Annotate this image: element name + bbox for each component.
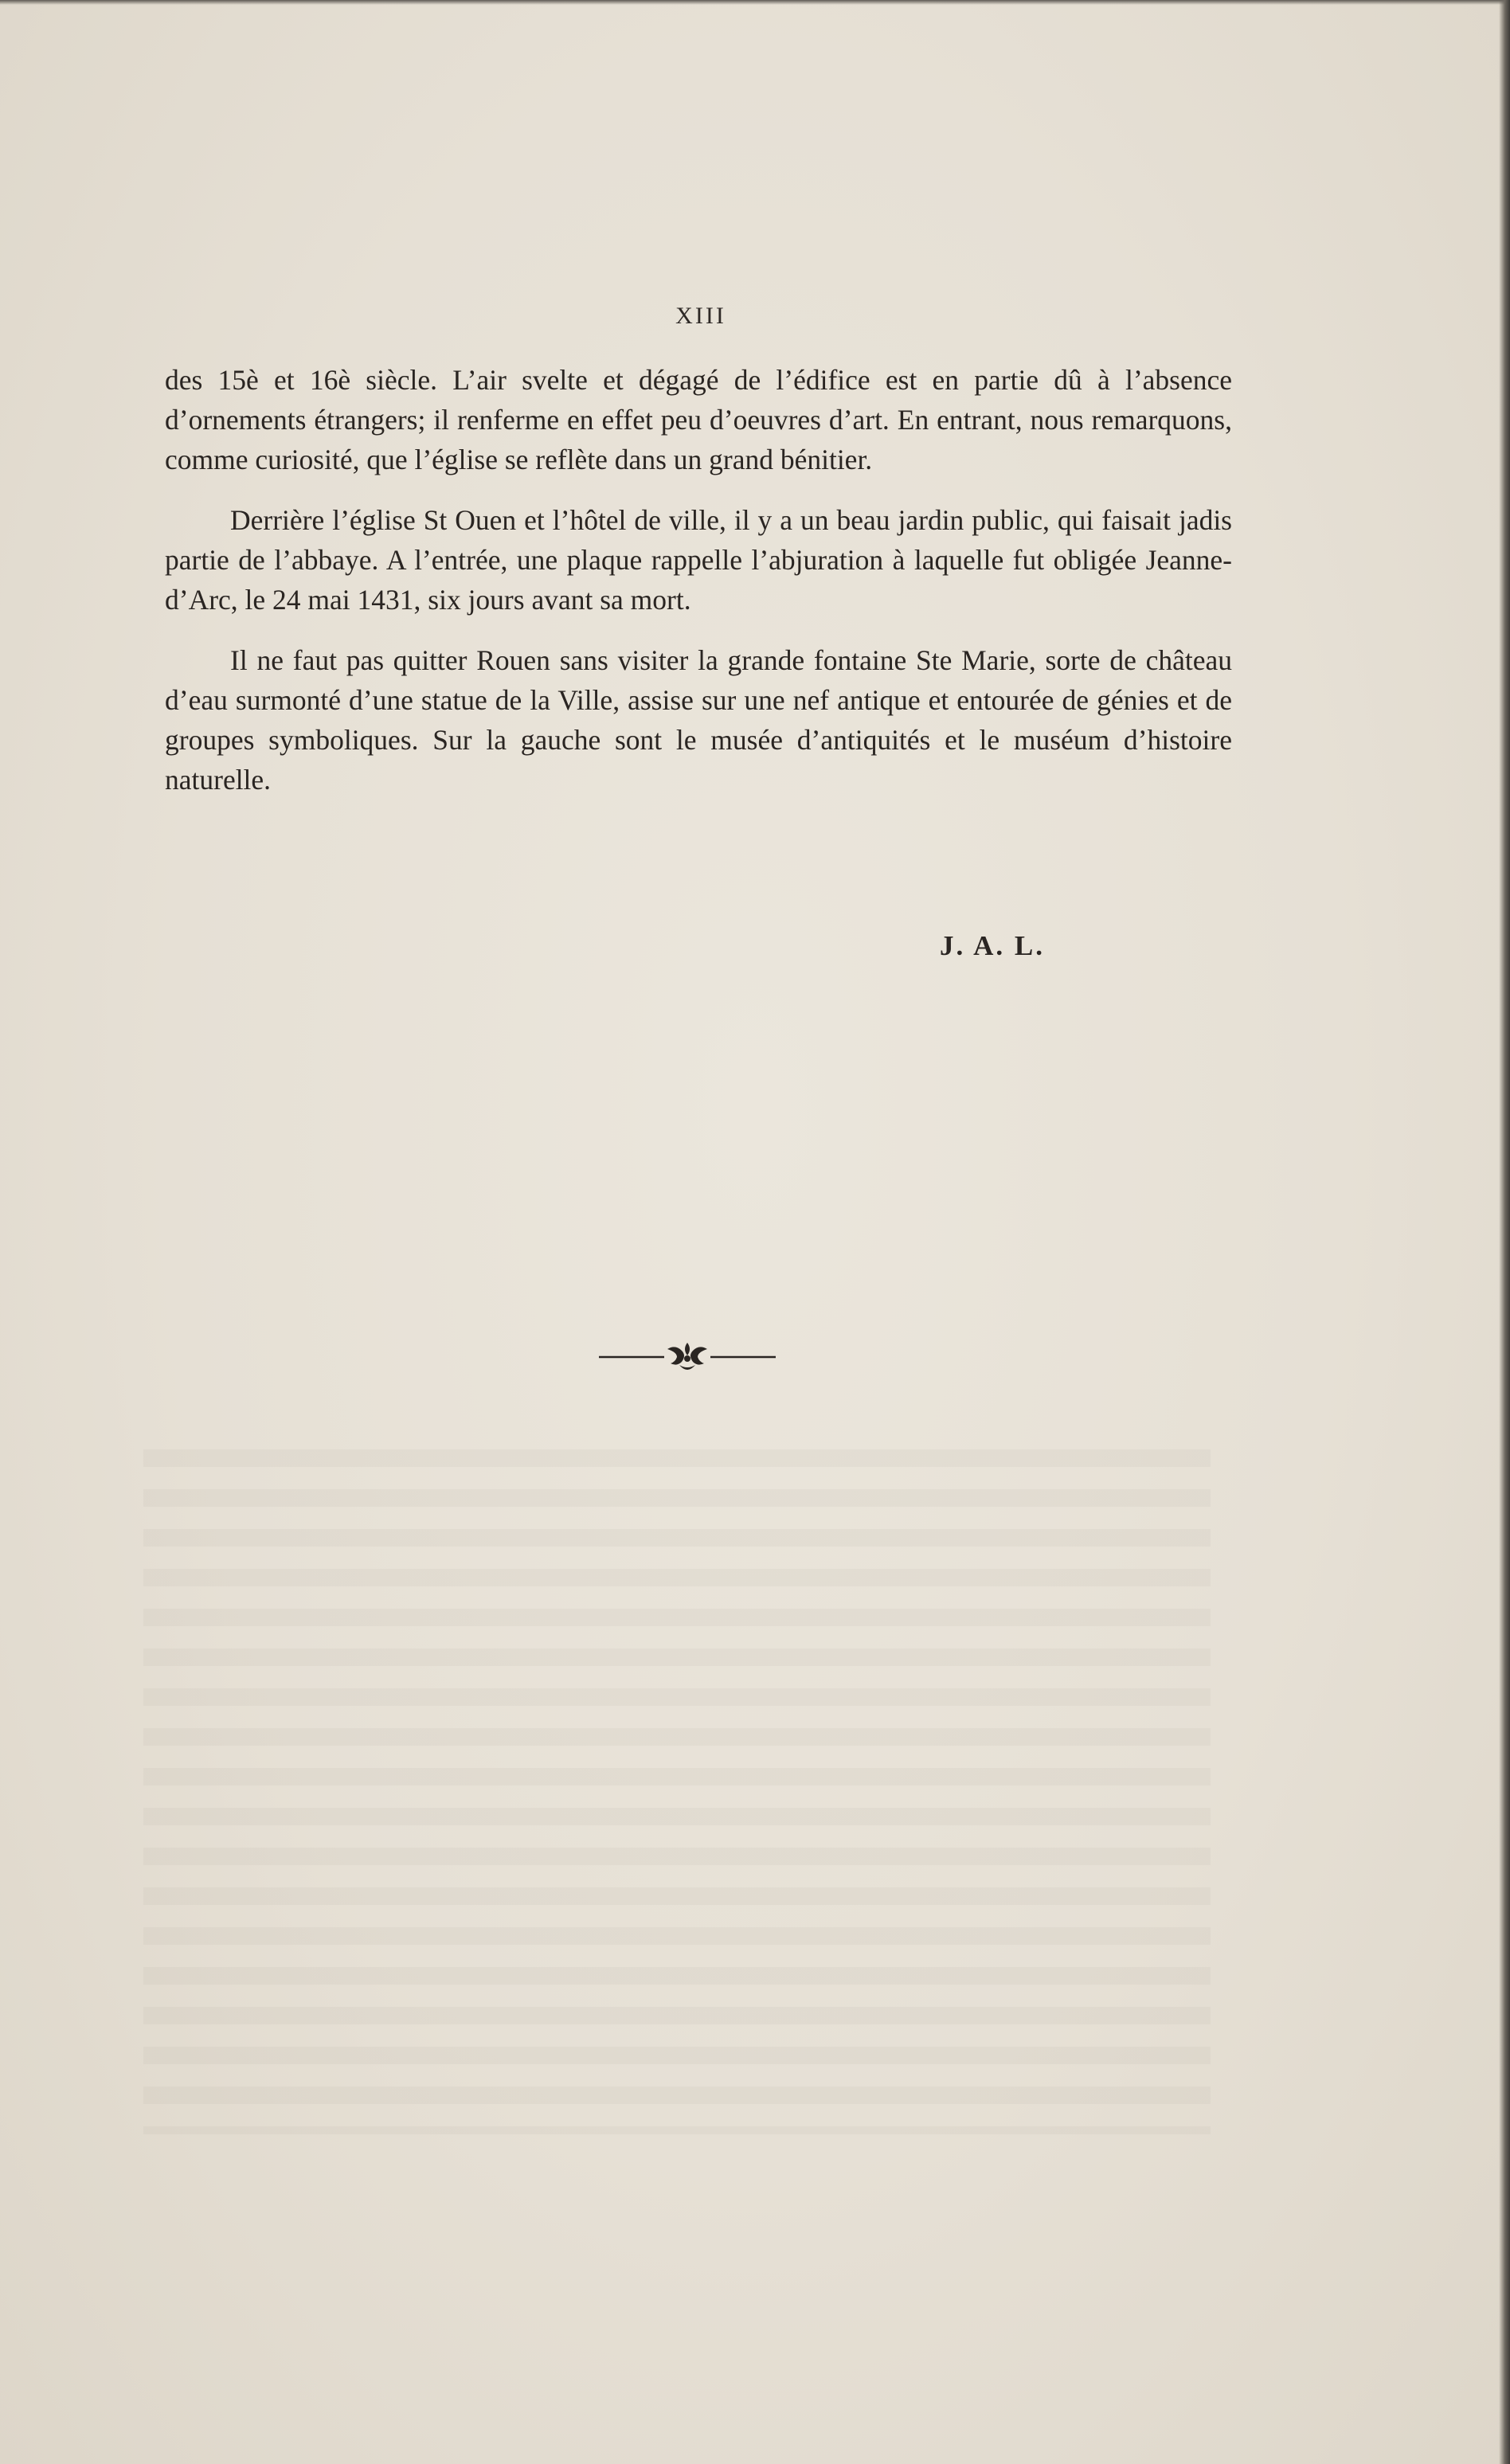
author-signature: J. A. L. [940,930,1045,961]
paragraph-2: Derrière l’église St Ouen et l’hôtel de ville, il y a un beau jardin public, qui faisait jadis partie de l’abbaye. A l’entrée, une plaque rappelle l’abjuration à laquelle fut obligée Jeanne-d’Arc, le 24 mai 1431, six jours avant sa mort. [165,504,1232,616]
page-right-edge [1499,0,1510,2464]
show-through-text [143,1449,1211,2134]
page-number: XIII [675,303,726,329]
fleuron-icon [599,1338,776,1376]
page-top-edge [0,0,1510,5]
paragraph-1: des 15è et 16è siècle. L’air svelte et dégagé de l’édifice est en partie dû à l’absence d’ornements étrangers; il renferme en effet peu d’oeuvres d’art. En entrant, nous remarquons, comme curiosité, que l’église se reflète dans un grand bénitier. [165,364,1232,475]
paragraph-3: Il ne faut pas quitter Rouen sans visiter la grande fontaine Ste Marie, sorte de château d’eau surmonté d’une statue de la Ville, assise sur une nef antique et entourée de génies et de groupes symboliques. Sur la gauche sont le musée d’antiquités et le muséum d’histoire naturelle. [165,644,1232,796]
body-text [165,360,1232,820]
